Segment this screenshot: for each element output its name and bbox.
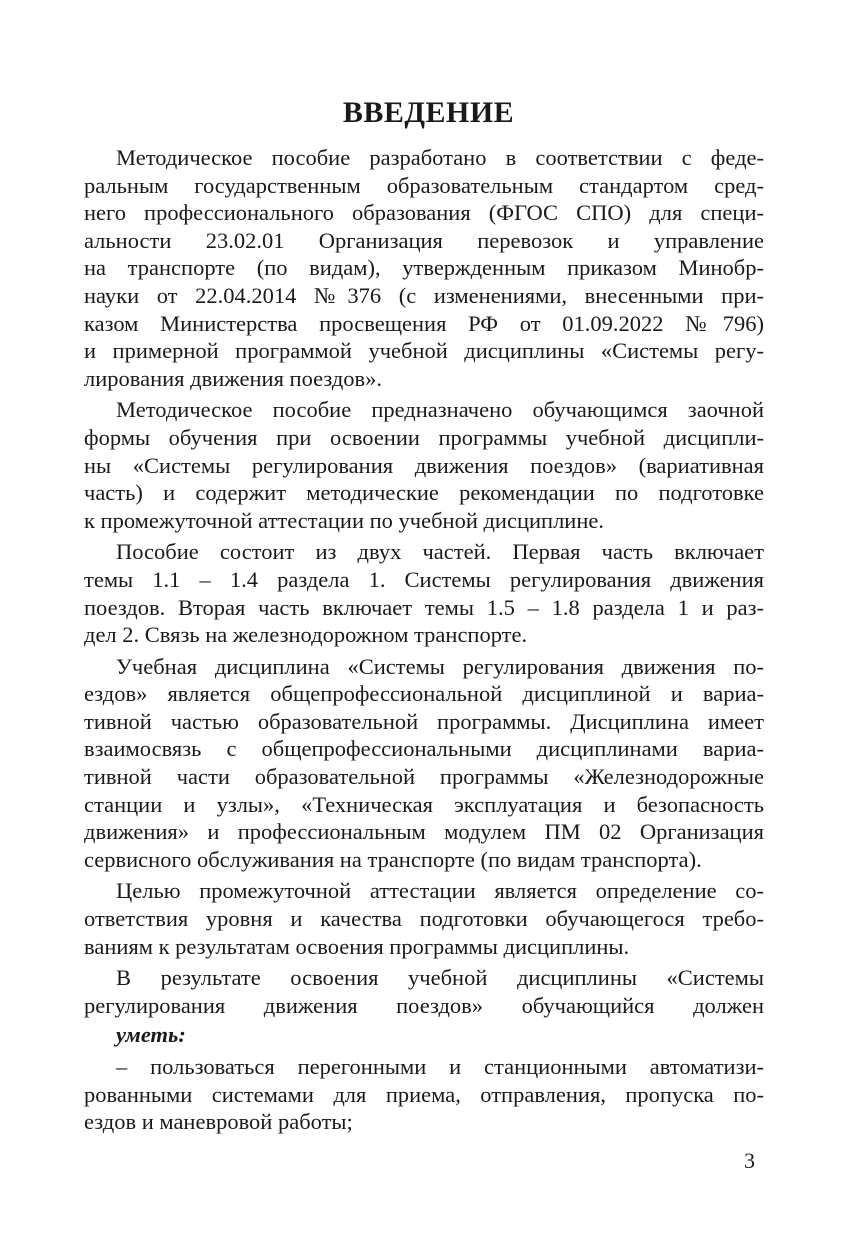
- paragraph-line: на транспорте (по видам), утвержденным приказом Минобр-: [84, 255, 764, 281]
- paragraph-list: [84, 144, 764, 1019]
- paragraph-line: казом Министерства просвещения РФ от 01.09.2022 №796): [84, 310, 764, 336]
- subheading: уметь:: [116, 1022, 186, 1048]
- paragraph-line: ответствия уровня и качества подготовки обучающегося требо-: [84, 906, 764, 932]
- paragraph-line: лирования движения поездов».: [84, 365, 383, 391]
- paragraph-line: тивной части образовательной программы «Железнодорожные: [84, 764, 764, 790]
- page-title: ВВЕДЕНИЕ: [342, 96, 515, 129]
- paragraph-line: станции и узлы», «Техническая эксплуатация и безопасность: [84, 791, 764, 817]
- paragraph: [84, 964, 764, 1019]
- paragraph-line: взаимосвязь с общепрофессиональными дисциплинами вариа-: [84, 736, 764, 762]
- paragraph-line: Методическое пособие разработано в соответствии с феде-: [116, 145, 764, 170]
- paragraph-line: часть) и содержит методические рекомендации по подготовке: [84, 480, 764, 506]
- paragraph-line: дел 2. Связь на железнодорожном транспорте.: [84, 622, 528, 648]
- paragraph-line: ваниям к результатам освоения программы дисциплины.: [84, 933, 630, 959]
- paragraph: [84, 144, 764, 392]
- paragraph-line: науки от 22.04.2014 №376 (с изменениями, внесенными при-: [84, 282, 764, 308]
- paragraph-line: ральным государственным образовательным стандартом сред-: [84, 172, 764, 198]
- paragraph-line: Методическое пособие предназначено обучающимся заочной: [116, 397, 764, 423]
- paragraph-line: формы обучения при освоении программы учебной дисципли-: [84, 424, 764, 450]
- paragraph-line: темы 1.1 – 1.4 раздела 1. Системы регулирования движения: [84, 566, 764, 592]
- paragraph-line: сервисного обслуживания на транспорте (по видам транспорта).: [84, 846, 702, 872]
- paragraph-line: ны «Системы регулирования движения поездов» (вариативная: [84, 452, 764, 478]
- document-body: [84, 144, 764, 1136]
- paragraph-line: Пособие состоит из двух частей. Первая часть включает: [116, 539, 764, 565]
- paragraph-line: тивной частью образовательной программы. Дисциплина имеет: [84, 708, 764, 734]
- paragraph-line: ездов» является общепрофессиональной дисциплиной и вариа-: [84, 681, 764, 707]
- bullet-line: рованными системами для приема, отправления, пропуска по-: [84, 1081, 764, 1107]
- paragraph-line: него профессионального образования (ФГОС СПО) для специ-: [84, 200, 764, 226]
- paragraph-line: регулирования движения поездов» обучающийся должен: [84, 992, 764, 1018]
- paragraph-line: В результате освоения учебной дисциплины «Системы: [116, 965, 764, 991]
- paragraph-line: движения» и профессиональным модулем ПМ 02 Организация: [84, 819, 764, 845]
- paragraph-line: альности 23.02.01 Организация перевозок и управление: [84, 227, 764, 253]
- bullet-line: ездов и маневровой работы;: [84, 1109, 353, 1135]
- page-number: 3: [744, 1148, 755, 1173]
- paragraph: [84, 653, 764, 874]
- paragraph-line: Целью промежуточной аттестации является определение со-: [116, 878, 764, 904]
- bullet-line: – пользоваться перегонными и станционными автоматизи-: [116, 1054, 764, 1079]
- paragraph: [84, 396, 764, 534]
- paragraph-line: поездов. Вторая часть включает темы 1.5 – 1.8 раздела 1 и раз-: [84, 594, 764, 620]
- paragraph-line: к промежуточной аттестации по учебной дисциплине.: [84, 507, 605, 533]
- paragraph-line: и примерной программой учебной дисциплины «Системы регу-: [84, 338, 764, 364]
- bullet-item: [84, 1053, 764, 1136]
- paragraph-line: Учебная дисциплина «Системы регулирования движения по-: [116, 653, 764, 679]
- paragraph: [84, 877, 764, 960]
- paragraph: [84, 538, 764, 648]
